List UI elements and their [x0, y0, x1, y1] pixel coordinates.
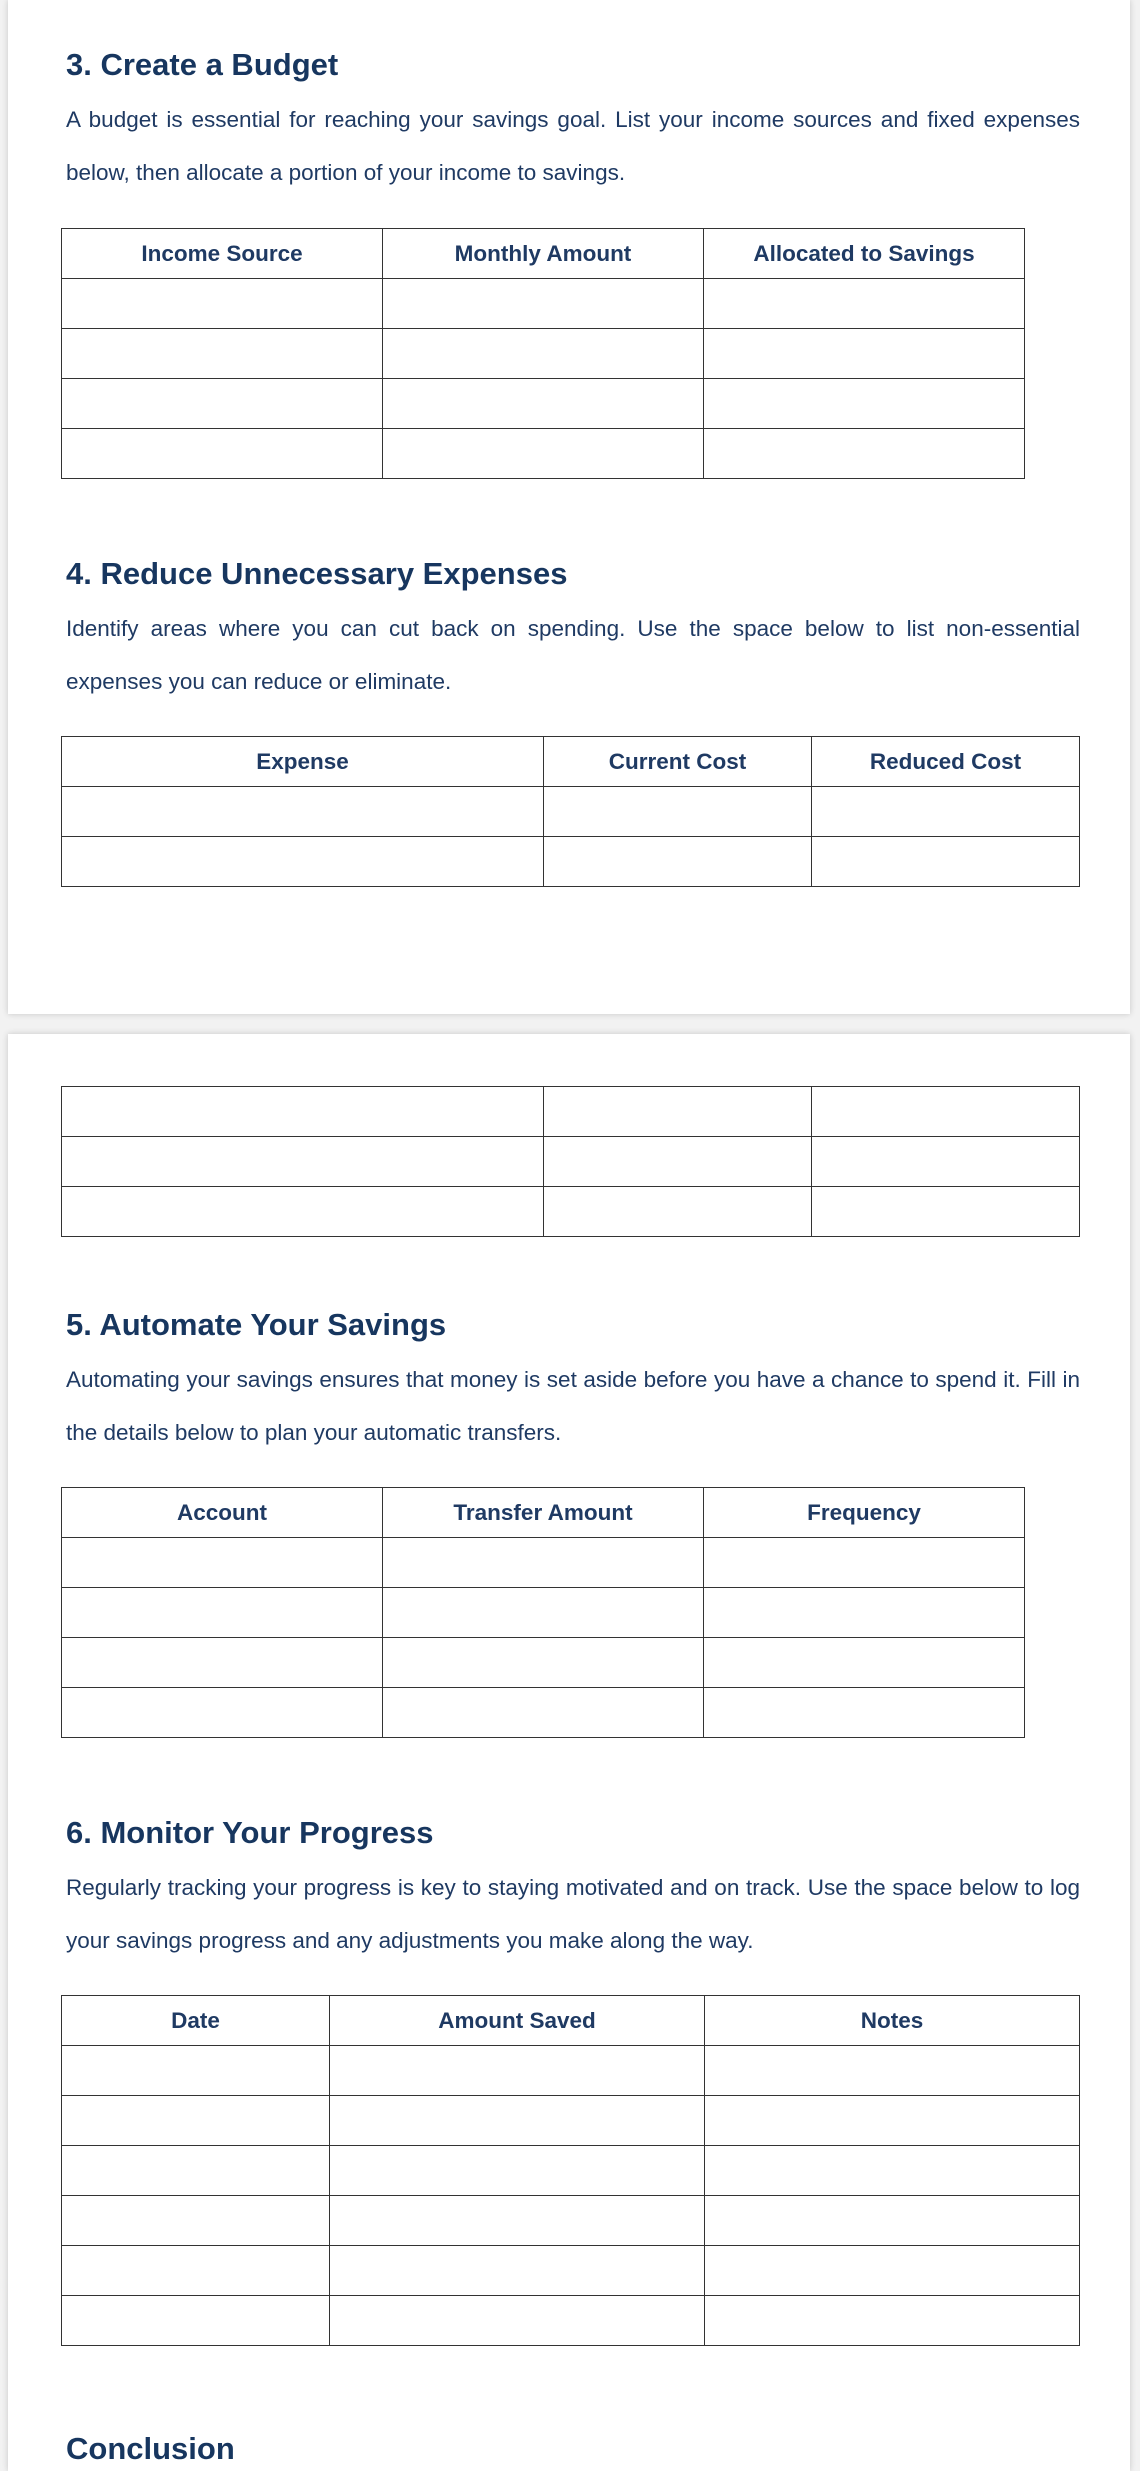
- input-cell[interactable]: [62, 1187, 544, 1237]
- input-cell[interactable]: [62, 2046, 330, 2096]
- column-header-notes: Notes: [705, 1996, 1080, 2046]
- input-cell[interactable]: [812, 1137, 1080, 1187]
- input-cell[interactable]: [62, 1137, 544, 1187]
- input-cell[interactable]: [704, 1688, 1025, 1738]
- input-cell[interactable]: [705, 2296, 1080, 2346]
- section-body: A budget is essential for reaching your savings goal. List your income sources and fixed expenses below, then allocate a portion of your income to savings.: [66, 107, 1080, 186]
- input-cell[interactable]: [705, 2246, 1080, 2296]
- input-cell[interactable]: [544, 837, 812, 887]
- input-cell[interactable]: [544, 787, 812, 837]
- section-body: Identify areas where you can cut back on spending. Use the space below to list non-essential expenses you can reduce or eliminate.: [66, 616, 1080, 695]
- input-cell[interactable]: [62, 1538, 383, 1588]
- input-cell[interactable]: [704, 1588, 1025, 1638]
- section-monitor-progress: [66, 1814, 1080, 1967]
- table-row: [62, 329, 1025, 379]
- input-cell[interactable]: [62, 2096, 330, 2146]
- input-cell[interactable]: [62, 2146, 330, 2196]
- table-row: [62, 2246, 1080, 2296]
- input-cell[interactable]: [704, 1538, 1025, 1588]
- section-title: Conclusion: [66, 2431, 235, 2466]
- table-row: [62, 837, 1080, 887]
- input-cell[interactable]: [330, 2096, 705, 2146]
- input-cell[interactable]: [330, 2296, 705, 2346]
- input-cell[interactable]: [62, 279, 383, 329]
- column-header-amount-saved: Amount Saved: [330, 1996, 705, 2046]
- input-cell[interactable]: [330, 2046, 705, 2096]
- column-header-income-source: Income Source: [62, 229, 383, 279]
- table-row: [62, 787, 1080, 837]
- column-header-expense: Expense: [62, 737, 544, 787]
- table-row: [62, 1137, 1080, 1187]
- input-cell[interactable]: [705, 2046, 1080, 2096]
- table-row: [62, 2296, 1080, 2346]
- input-cell[interactable]: [812, 837, 1080, 887]
- input-cell[interactable]: [62, 2246, 330, 2296]
- input-cell[interactable]: [383, 1638, 704, 1688]
- section-reduce-expenses: [66, 555, 1080, 708]
- table-row: [62, 2096, 1080, 2146]
- table-header-row: [62, 1488, 1025, 1538]
- column-header-frequency: Frequency: [704, 1488, 1025, 1538]
- table-header-row: [62, 737, 1080, 787]
- section-automate-savings: [66, 1306, 1080, 1459]
- input-cell[interactable]: [704, 329, 1025, 379]
- input-cell[interactable]: [704, 279, 1025, 329]
- table-row: [62, 1187, 1080, 1237]
- table-row: [62, 1588, 1025, 1638]
- input-cell[interactable]: [812, 1087, 1080, 1137]
- budget-table: [61, 228, 1025, 479]
- input-cell[interactable]: [705, 2096, 1080, 2146]
- input-cell[interactable]: [62, 329, 383, 379]
- column-header-reduced-cost: Reduced Cost: [812, 737, 1080, 787]
- table-row: [62, 1638, 1025, 1688]
- input-cell[interactable]: [330, 2146, 705, 2196]
- column-header-current-cost: Current Cost: [544, 737, 812, 787]
- input-cell[interactable]: [330, 2196, 705, 2246]
- input-cell[interactable]: [62, 1688, 383, 1738]
- section-title: 5. Automate Your Savings: [66, 1307, 447, 1342]
- table-header-row: [62, 229, 1025, 279]
- table-header-row: [62, 1996, 1080, 2046]
- input-cell[interactable]: [383, 379, 704, 429]
- section-body: Automating your savings ensures that money is set aside before you have a chance to spend it. Fill in the details below to plan your automatic transfers.: [66, 1367, 1080, 1446]
- section-conclusion: [66, 2430, 1080, 2467]
- input-cell[interactable]: [62, 429, 383, 479]
- input-cell[interactable]: [812, 787, 1080, 837]
- input-cell[interactable]: [544, 1087, 812, 1137]
- table-row: [62, 2146, 1080, 2196]
- table-row: [62, 1087, 1080, 1137]
- input-cell[interactable]: [705, 2146, 1080, 2196]
- section-body: Regularly tracking your progress is key to staying motivated and on track. Use the space below to log your savings progress and any adjustments you make along the way.: [66, 1875, 1080, 1954]
- table-row: [62, 1688, 1025, 1738]
- column-header-transfer-amount: Transfer Amount: [383, 1488, 704, 1538]
- section-create-budget: [66, 46, 1080, 199]
- column-header-monthly-amount: Monthly Amount: [383, 229, 704, 279]
- input-cell[interactable]: [544, 1137, 812, 1187]
- input-cell[interactable]: [383, 279, 704, 329]
- input-cell[interactable]: [383, 429, 704, 479]
- table-row: [62, 2046, 1080, 2096]
- input-cell[interactable]: [704, 1638, 1025, 1688]
- input-cell[interactable]: [62, 2196, 330, 2246]
- input-cell[interactable]: [383, 329, 704, 379]
- input-cell[interactable]: [383, 1538, 704, 1588]
- table-row: [62, 1538, 1025, 1588]
- input-cell[interactable]: [383, 1688, 704, 1738]
- column-header-allocated-to-savings: Allocated to Savings: [704, 229, 1025, 279]
- input-cell[interactable]: [812, 1187, 1080, 1237]
- expenses-table: [61, 736, 1080, 887]
- table-row: [62, 379, 1025, 429]
- input-cell[interactable]: [62, 2296, 330, 2346]
- section-title: 6. Monitor Your Progress: [66, 1815, 434, 1850]
- input-cell[interactable]: [705, 2196, 1080, 2246]
- section-title: 3. Create a Budget: [66, 47, 339, 82]
- input-cell[interactable]: [62, 1638, 383, 1688]
- document-page-2: [8, 1034, 1130, 2471]
- input-cell[interactable]: [62, 1588, 383, 1638]
- section-title: 4. Reduce Unnecessary Expenses: [66, 556, 568, 591]
- input-cell[interactable]: [544, 1187, 812, 1237]
- input-cell[interactable]: [383, 1588, 704, 1638]
- progress-table: [61, 1995, 1080, 2346]
- column-header-date: Date: [62, 1996, 330, 2046]
- expenses-table-continued: [61, 1086, 1080, 1237]
- table-row: [62, 429, 1025, 479]
- input-cell[interactable]: [704, 429, 1025, 479]
- input-cell[interactable]: [62, 379, 383, 429]
- input-cell[interactable]: [62, 837, 544, 887]
- input-cell[interactable]: [330, 2246, 705, 2296]
- automate-table: [61, 1487, 1025, 1738]
- table-row: [62, 279, 1025, 329]
- column-header-account: Account: [62, 1488, 383, 1538]
- document-page-1: [8, 0, 1130, 1014]
- input-cell[interactable]: [62, 1087, 544, 1137]
- table-row: [62, 2196, 1080, 2246]
- input-cell[interactable]: [704, 379, 1025, 429]
- input-cell[interactable]: [62, 787, 544, 837]
